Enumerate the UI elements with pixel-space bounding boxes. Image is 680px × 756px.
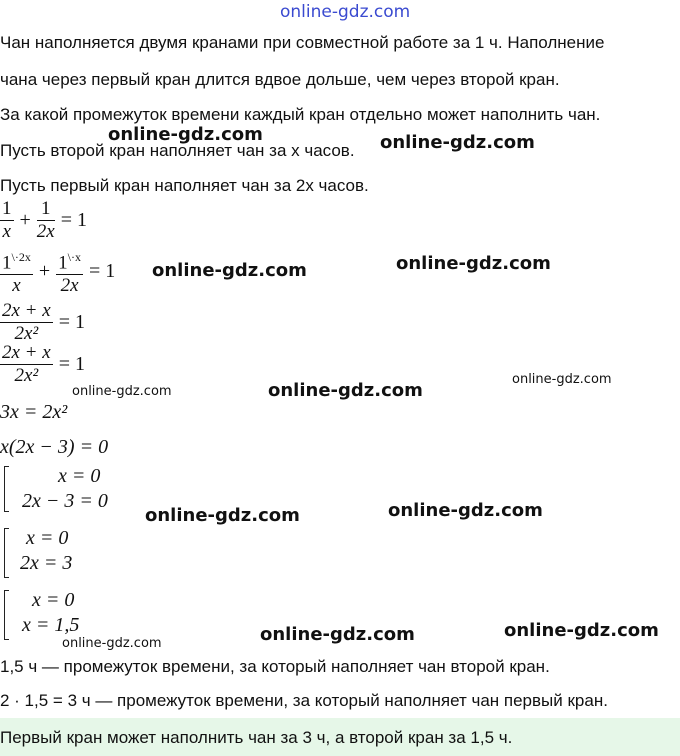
system-2-line-2: 2x = 3 — [20, 552, 73, 574]
problem-line-1: Чан наполняется двумя кранами при совместной работе за 1 ч. Наполнение — [0, 33, 605, 52]
watermark: online-gdz.com — [268, 380, 423, 401]
watermark: online-gdz.com — [512, 372, 612, 387]
let-first-tap: Пусть первый кран наполняет чан за 2x часов. — [0, 176, 369, 195]
watermark: online-gdz.com — [145, 505, 300, 526]
system-2-line-1: x = 0 — [26, 527, 69, 549]
system-3-line-2: x = 1,5 — [22, 614, 80, 636]
let-second-tap: Пусть второй кран наполняет чан за x часов. — [0, 141, 355, 160]
equation-3: $\frac{2x + x}{\text{2x²}}$ = 1 — [2, 300, 85, 344]
watermark: online-gdz.com — [388, 500, 543, 521]
answer-text: Первый кран может наполнить чан за 3 ч, а второй кран за 1,5 ч. — [0, 728, 513, 747]
result-second-tap: 1,5 ч — промежуток времени, за который наполняет чан второй кран. — [0, 657, 550, 676]
equation-6: x(2x − 3) = 0 — [0, 436, 109, 458]
equation-5: 3x = 2x² — [0, 401, 68, 423]
problem-line-3: За какой промежуток времени каждый кран отдельно может наполнить чан. — [0, 105, 601, 124]
watermark: online-gdz.com — [152, 260, 307, 281]
watermark: online-gdz.com — [108, 124, 263, 145]
watermark: online-gdz.com — [504, 620, 659, 641]
equation-1: $\frac{1}{x}$ + $\frac{1}{2x}$ = 1 — [2, 198, 87, 242]
problem-line-2: чана через первый кран длится вдвое дольше, чем через второй кран. — [0, 70, 560, 89]
system-3-bracket — [4, 590, 9, 640]
equation-2: $\frac{1^{\backslash\cdot 2x}}{x}$ + $\frac{1^{\backslash\cdot x}}{2x}$ = 1 — [0, 246, 121, 297]
system-1-line-1: x = 0 — [58, 465, 101, 487]
watermark: online-gdz.com — [260, 624, 415, 645]
system-1-line-2: 2x − 3 = 0 — [22, 490, 108, 512]
system-1-bracket — [4, 466, 9, 512]
equation-4: $\frac{2x + x}{\text{2x²}}$ = 1 — [2, 342, 85, 386]
watermark: online-gdz.com — [380, 132, 535, 153]
system-2-bracket — [4, 528, 9, 578]
system-3-line-1: x = 0 — [32, 589, 75, 611]
watermark: online-gdz.com — [72, 384, 172, 399]
watermark: online-gdz.com — [62, 636, 162, 651]
watermark: online-gdz.com — [396, 253, 551, 274]
result-first-tap: 2 · 1,5 = 3 ч — промежуток времени, за который наполняет чан первый кран. — [0, 691, 608, 710]
watermark-top: online-gdz.com — [280, 2, 411, 22]
